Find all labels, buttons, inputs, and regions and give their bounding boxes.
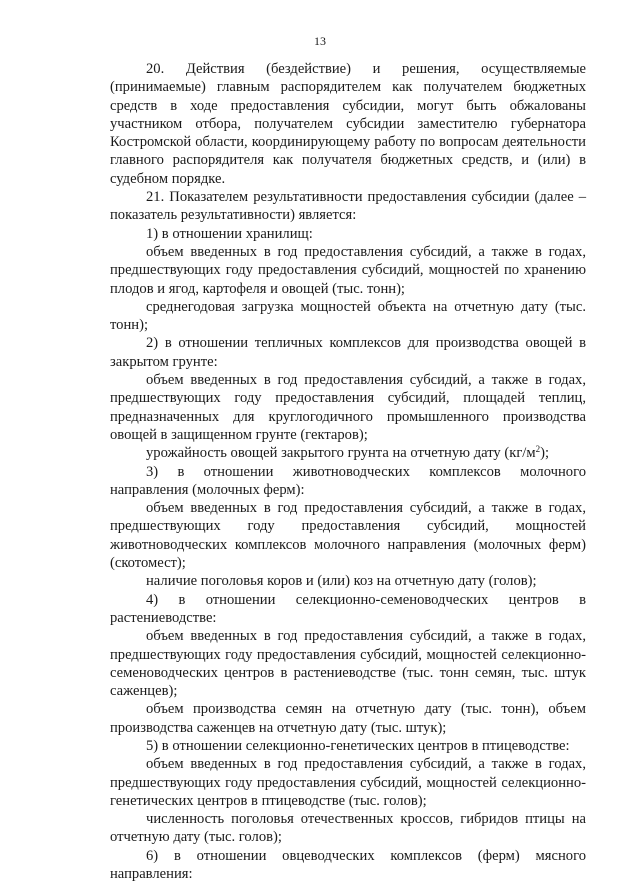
item-1-indicator-b: среднегодовая загрузка мощностей объекта на отчетную дату (тыс. тонн); [110,298,586,334]
paragraph-20: 20. Действия (бездействие) и решения, осуществляемые (принимаемые) главным распорядителем как получателем бюджетных средств в ходе предоставления субсидии, могут быть обжалованы участником отбора, получателем субсидии заместителю губернатора Костромской области, координирующему работу по вопросам деятельности главного распорядителя как получателя бюджетных средств, и (или) в судебном порядке. [110,61,586,187]
item-1-storage: 1) в отношении хранилищ: [146,225,313,242]
document-body [110,60,586,883]
item-4-seed-centers: 4) в отношении селекционно-семеноводческих центров в растениеводстве: [110,591,586,626]
item-2-indicator-b [110,444,586,462]
item-6-sheep: 6) в отношении овцеводческих комплексов (ферм) мясного направления: [110,847,586,883]
item-5-poultry: 5) в отношении селекционно-генетических центров в птицеводстве: [146,737,570,754]
paragraph-21: 21. Показателем результативности предоставления субсидии (далее – показатель результативности) является: [110,189,586,224]
yield-text: урожайность овощей закрытого грунта на отчетную дату (кг/м [146,445,536,462]
square-superscript: 2 [535,444,541,455]
page-number: 13 [314,34,326,48]
item-4-indicator-b: объем производства семян на отчетную дату (тыс. тонн), объем производства саженцев на отчетную дату (тыс. штук); [110,701,586,736]
item-3-indicator-b: наличие поголовья коров и (или) коз на отчетную дату (голов); [146,573,537,590]
item-2-greenhouses: 2) в отношении тепличных комплексов для производства овощей в закрытом грунте: [110,335,586,370]
item-5-indicator-b: численность поголовья отечественных кроссов, гибридов птицы на отчетную дату (тыс. голов); [110,811,586,846]
item-3-indicator-a: объем введенных в год предоставления субсидий, а также в годах, предшествующих году предоставления субсидий, мощностей животноводческих комплексов молочного направления (молочных ферм) (скотомест); [110,500,586,572]
item-5-indicator-a: объем введенных в год предоставления субсидий, а также в годах, предшествующих году предоставления субсидий, мощностей селекционно-генетических центров в птицеводстве (тыс. голов); [110,756,586,809]
yield-text-end: ); [540,445,550,462]
item-3-dairy: 3) в отношении животноводческих комплексов молочного направления (молочных ферм): [110,463,586,498]
item-1-indicator-a: объем введенных в год предоставления субсидий, а также в годах, предшествующих году предоставления субсидий, мощностей по хранению плодов и ягод, картофеля и овощей (тыс. тонн); [110,243,586,297]
item-4-indicator-a: объем введенных в год предоставления субсидий, а также в годах, предшествующих году предоставления субсидий, мощностей селекционно-семеноводческих центров в растениеводстве (тыс. тонн семян, тыс. штук саженцев); [110,628,586,700]
item-2-indicator-a: объем введенных в год предоставления субсидий, а также в годах, предшествующих году предоставления субсидий, площадей теплиц, предназначенных для круглогодичного промышленного производства овощей в защищенном грунте (гектаров); [110,372,586,443]
